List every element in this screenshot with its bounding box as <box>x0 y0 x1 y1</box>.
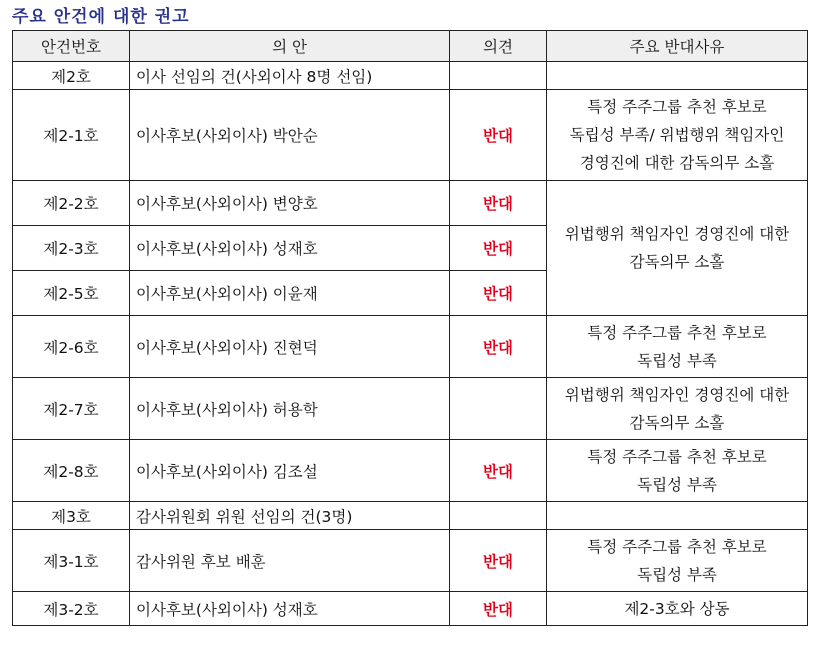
proposal: 이사후보(사외이사) 성재호 <box>130 226 450 271</box>
reason <box>547 502 808 530</box>
agenda-no: 제3-2호 <box>13 592 130 626</box>
proposal: 감사위원 후보 배훈 <box>130 530 450 592</box>
reason: 특정 주주그룹 추천 후보로 독립성 부족 <box>547 530 808 592</box>
table-row <box>13 440 808 502</box>
proposal: 이사 선임의 건(사외이사 8명 선임) <box>130 62 450 90</box>
agenda-no: 제2-3호 <box>13 226 130 271</box>
opinion <box>450 378 547 440</box>
agenda-no: 제2-1호 <box>13 90 130 181</box>
opinion: 반대 <box>450 440 547 502</box>
table-row <box>13 592 808 626</box>
proposal: 이사후보(사외이사) 성재호 <box>130 592 450 626</box>
reason <box>547 62 808 90</box>
proposal: 이사후보(사외이사) 변양호 <box>130 181 450 226</box>
agenda-no: 제2-2호 <box>13 181 130 226</box>
reason: 특정 주주그룹 추천 후보로 독립성 부족 <box>547 316 808 378</box>
opinion: 반대 <box>450 316 547 378</box>
opinion: 반대 <box>450 271 547 316</box>
agenda-no: 제2-5호 <box>13 271 130 316</box>
agenda-no: 제2-7호 <box>13 378 130 440</box>
proposal: 이사후보(사외이사) 진현덕 <box>130 316 450 378</box>
header-opinion: 의견 <box>450 31 547 62</box>
page-title: 주요 안건에 대한 권고 <box>12 7 190 27</box>
proposal: 이사후보(사외이사) 허용학 <box>130 378 450 440</box>
table-row <box>13 378 808 440</box>
agenda-no: 제3-1호 <box>13 530 130 592</box>
reason: 특정 주주그룹 추천 후보로 독립성 부족 <box>547 440 808 502</box>
header-reason: 주요 반대사유 <box>547 31 808 62</box>
opinion: 반대 <box>450 90 547 181</box>
proposal: 이사후보(사외이사) 박안순 <box>130 90 450 181</box>
table-row <box>13 316 808 378</box>
opinion <box>450 62 547 90</box>
table-header-row <box>13 31 808 62</box>
agenda-no: 제2호 <box>13 62 130 90</box>
proposal: 이사후보(사외이사) 이윤재 <box>130 271 450 316</box>
opinion: 반대 <box>450 226 547 271</box>
agenda-table <box>12 30 808 626</box>
proposal: 이사후보(사외이사) 김조설 <box>130 440 450 502</box>
opinion: 반대 <box>450 181 547 226</box>
opinion: 반대 <box>450 530 547 592</box>
header-proposal: 의 안 <box>130 31 450 62</box>
opinion <box>450 502 547 530</box>
reason: 위법행위 책임자인 경영진에 대한 감독의무 소홀 <box>547 181 808 316</box>
agenda-no: 제2-8호 <box>13 440 130 502</box>
header-agenda-no: 안건번호 <box>13 31 130 62</box>
reason: 특정 주주그룹 추천 후보로 독립성 부족/ 위법행위 책임자인 경영진에 대한 감독의무 소홀 <box>547 90 808 181</box>
agenda-no: 제2-6호 <box>13 316 130 378</box>
proposal: 감사위원회 위원 선임의 건(3명) <box>130 502 450 530</box>
opinion: 반대 <box>450 592 547 626</box>
table-row <box>13 502 808 530</box>
table-row <box>13 62 808 90</box>
reason: 위법행위 책임자인 경영진에 대한 감독의무 소홀 <box>547 378 808 440</box>
reason: 제2-3호와 상동 <box>547 592 808 626</box>
table-row <box>13 90 808 181</box>
table-row <box>13 181 808 226</box>
table-row <box>13 530 808 592</box>
agenda-no: 제3호 <box>13 502 130 530</box>
